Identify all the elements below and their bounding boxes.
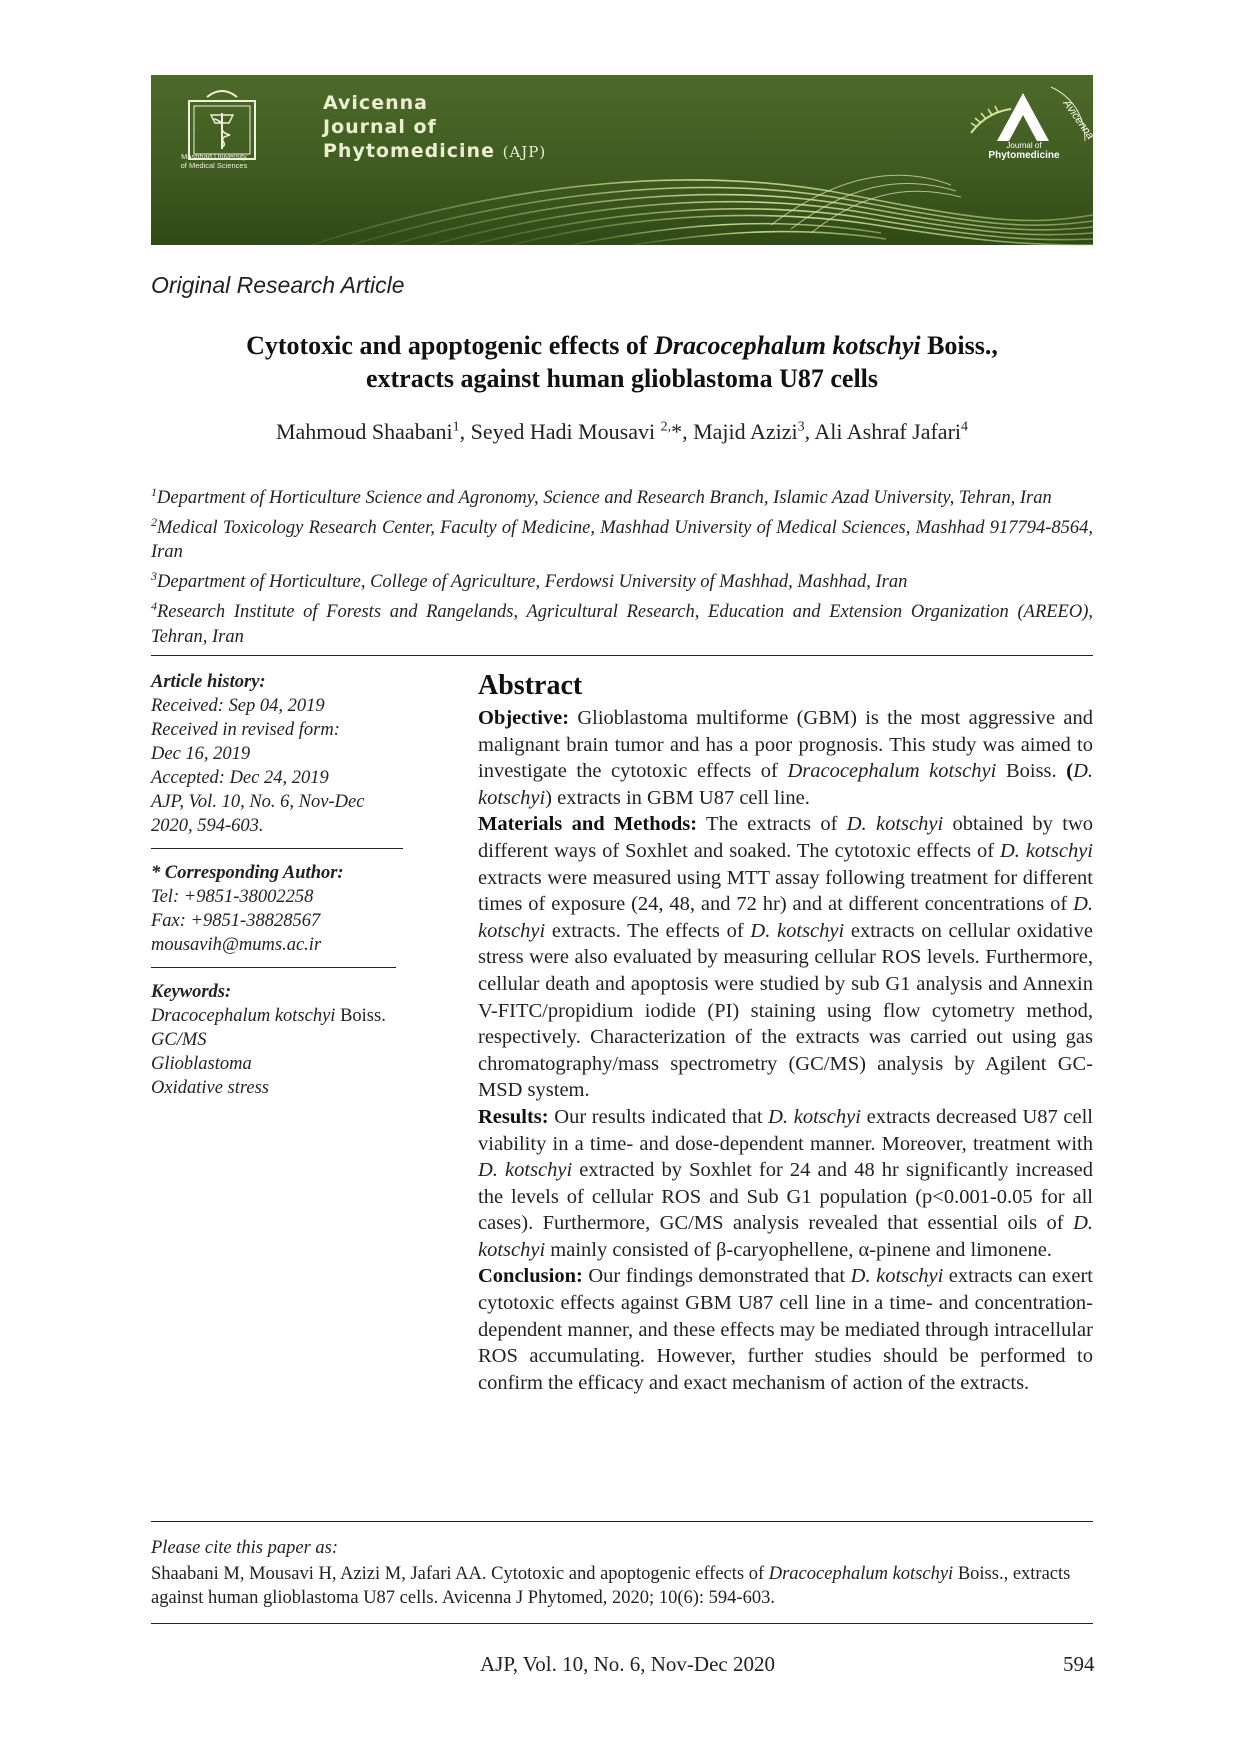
text-run: The extracts of <box>697 813 847 836</box>
text-run: extracts were measured using MTT assay following treatment for different times of exposure (24, 48, and 72 hr) and at different concentrations of <box>478 866 1093 916</box>
author: Seyed Hadi Mousavi $^{2,}$*, <box>470 419 694 444</box>
text-run: extracts decreased U87 cell viability in a time- and dose-dependent manner. Moreover, treatment with <box>478 1105 1093 1155</box>
text-run: extracts can exert cytotoxic effects against GBM U87 cell line in a time- and concentration-dependent manner, and these effects may be mediated through intracellular ROS accumulating. However, further studies should be performed to confirm the efficacy and exact mechanism of action of the extracts. <box>478 1265 1093 1394</box>
keyword: GC/MS <box>151 1030 207 1050</box>
journal-name-line2: Journal of <box>323 116 437 138</box>
affiliation: $^2$Medical Toxicology Research Center, Faculty of Medicine, Mashhad University of Medical Sciences, Mashhad 917794-8564, Iran <box>151 515 1093 563</box>
history-line: Received: Sep 04, 2019 <box>151 696 325 716</box>
article-title: Cytotoxic and apoptogenic effects of Dracocephalum kotschyi Boiss., extracts against human glioblastoma U87 cells <box>246 331 998 393</box>
species-name: Dracocephalum kotschyi <box>787 760 997 783</box>
article-type: Original Research Article <box>151 272 405 298</box>
history-line: Accepted: Dec 24, 2019 <box>151 768 329 788</box>
species-name: D. kotschyi <box>478 760 1094 809</box>
info-divider <box>151 848 403 849</box>
affiliations <box>151 480 1093 649</box>
author: Mahmoud Shaabani$^1$, <box>275 419 471 444</box>
corresponding-tel: Tel: +9851-38002258 <box>151 887 314 907</box>
author: Majid Azizi$^3$, <box>693 419 815 444</box>
ajp-logo-caption <box>959 141 1089 161</box>
university-caption-line2: of Medical Sciences <box>180 161 248 170</box>
page-number: 594 <box>1063 1652 1095 1676</box>
species-name: D. kotschyi <box>850 1265 944 1288</box>
corresponding-heading: * Corresponding Author: <box>151 863 344 883</box>
university-caption <box>159 152 269 170</box>
species-name: D. kotschyi <box>846 813 944 836</box>
species-name: D. kotschyi <box>478 1159 573 1182</box>
citation-top-rule <box>151 1521 1093 1522</box>
keyword: Dracocephalum kotschyi Boiss. <box>151 1006 386 1026</box>
history-line: AJP, Vol. 10, No. 6, Nov-Dec <box>151 792 365 812</box>
history-heading: Article history: <box>151 672 266 692</box>
species-name: D. kotschyi <box>478 1212 1093 1261</box>
header-divider <box>151 655 1093 656</box>
journal-name-line1: Avicenna <box>323 92 428 114</box>
bold-run: ( <box>1066 760 1074 783</box>
university-caption-line1: Mashhad University <box>181 152 247 161</box>
history-line: Dec 16, 2019 <box>151 744 251 764</box>
citation-label: Please cite this paper as: <box>151 1538 339 1558</box>
journal-name <box>323 91 546 164</box>
affiliation: $^3$Department of Horticulture, College of Agriculture, Ferdowsi University of Mashhad, Mashhad, Iran <box>151 569 908 593</box>
ajp-logo-caption-line2: Phytomedicine <box>988 150 1060 161</box>
history-line: Received in revised form: <box>151 720 340 740</box>
corresponding-fax: Fax: +9851-38828567 <box>151 911 321 931</box>
text-run: mainly consisted of β-caryophellene, α-pinene and limonene. <box>545 1238 1052 1261</box>
title-line2: extracts against human glioblastoma U87 cells <box>365 364 879 393</box>
footer-journal-info: AJP, Vol. 10, No. 6, Nov-Dec 2020 <box>480 1652 775 1676</box>
text-run: ) extracts in GBM U87 cell line. <box>545 786 810 809</box>
journal-name-line3: Phytomedicine (AJP) <box>323 140 547 162</box>
ajp-logo-arc-text: Avicenna <box>1060 97 1097 142</box>
abstract-results: Results: Our results indicated that D. kotschyi extracts decreased U87 cell viability in a time- and dose-dependent manner. Moreover, treatment with D. kotschyi extracted by Soxhlet for 24 and 48 hr significantly increased the levels of cellular ROS and Sub G1 population (p<0.001-0.05 for all cases). Furthermore, GC/MS analysis revealed that essential oils of D. kotschyi mainly consisted of β-caryophellene, α-pinene and limonene. <box>478 1105 1093 1261</box>
history-line: 2020, 594-603. <box>151 816 264 836</box>
corresponding-email[interactable]: mousavih@mums.ac.ir <box>151 935 322 955</box>
author-list <box>151 419 1093 445</box>
abstract-objective: Objective: Glioblastoma multiforme (GBM) is the most aggressive and malignant brain tumor and has a poor prognosis. This study was aimed to investigate the cytotoxic effects of Dracocephalum kotschyi Boiss. (D. kotschyi) extracts in GBM U87 cell line. <box>478 707 1094 809</box>
keyword: Oxidative stress <box>151 1078 270 1098</box>
ajp-logo-caption-line1: Journal of <box>1006 141 1042 150</box>
text-run: Our results indicated that <box>548 1105 769 1128</box>
text-run: obtained by two different ways of Soxhlet and soaked. The cytotoxic effects of <box>478 813 1093 862</box>
author: Ali Ashraf Jafari$^4$ <box>814 419 969 444</box>
abstract-conclusion: Conclusion: Our findings demonstrated that D. kotschyi extracts can exert cytotoxic effects against GBM U87 cell line in a time- and concentration-dependent manner, and these effects may be mediated through intracellular ROS accumulating. However, further studies should be performed to confirm the efficacy and exact mechanism of action of the extracts. <box>478 1265 1093 1394</box>
text-run: Our findings demonstrated that <box>582 1265 851 1288</box>
citation-text: Shaabani M, Mousavi H, Azizi M, Jafari AA. Cytotoxic and apoptogenic effects of Dracocephalum kotschyi Boiss., extracts against human glioblastoma U87 cells. Avicenna J Phytomed, 2020; 10(6): 594-603. <box>151 1564 1071 1608</box>
journal-abbreviation: (AJP) <box>502 143 547 161</box>
text-run: extracted by Soxhlet for 24 and 48 hr significantly increased the levels of cellular ROS and Sub G1 population (p<0.001-0.05 for all cases). Furthermore, GC/MS analysis revealed that essential oils of <box>478 1159 1093 1235</box>
article-info-column <box>151 670 421 1100</box>
species-name: D. kotschyi <box>999 839 1093 862</box>
abstract-body <box>478 705 1093 1396</box>
keyword: Glioblastoma <box>151 1054 252 1074</box>
citation-bottom-rule <box>151 1623 1093 1624</box>
species-name: D. kotschyi <box>750 919 845 942</box>
affiliation: $^1$Department of Horticulture Science and Agronomy, Science and Research Branch, Islamic Azad University, Tehran, Iran <box>151 485 1052 509</box>
university-emblem <box>167 85 277 185</box>
text-run: extracts on cellular oxidative stress were also evaluated by measuring cellular ROS levels. Furthermore, cellular death and apoptosis were studied by sub G1 analysis and Annexin V-FITC/propidium iodide (PI) staining using flow cytometry method, respectively. Characterization of the extracts was carried out using gas chromatography/mass spectrometry (GC/MS) analysis by Agilent GC-MSD system. <box>478 919 1093 1102</box>
text-run: Glioblastoma multiforme (GBM) is the most aggressive and malignant brain tumor and has a poor prognosis. This study was aimed to investigate the cytotoxic effects of <box>478 707 1093 783</box>
text-run: Boiss. <box>996 760 1067 783</box>
species-name: D. kotschyi <box>768 1105 861 1128</box>
text-run: extracts. The effects of <box>545 919 751 942</box>
species-name: D. kotschyi <box>478 893 1093 942</box>
keywords-heading: Keywords: <box>151 982 232 1002</box>
abstract-heading: Abstract <box>478 670 583 701</box>
info-divider <box>151 967 396 968</box>
journal-banner <box>151 75 1097 245</box>
abstract-methods: Materials and Methods: The extracts of D. kotschyi obtained by two different ways of Soxhlet and soaked. The cytotoxic effects of D. kotschyi extracts were measured using MTT assay following treatment for different times of exposure (24, 48, and 72 hr) and at different concentrations of D. kotschyi extracts. The effects of D. kotschyi extracts on cellular oxidative stress were also evaluated by measuring cellular ROS levels. Furthermore, cellular death and apoptosis were studied by sub G1 analysis and Annexin V-FITC/propidium iodide (PI) staining using flow cytometry method, respectively. Characterization of the extracts was carried out using gas chromatography/mass spectrometry (GC/MS) analysis by Agilent GC-MSD system. <box>478 813 1093 1102</box>
affiliation: $^4$Research Institute of Forests and Rangelands, Agricultural Research, Education and Extension Organization (AREEO), Tehran, Iran <box>151 599 1093 647</box>
title-species: Dracocephalum kotschyi <box>654 331 921 360</box>
